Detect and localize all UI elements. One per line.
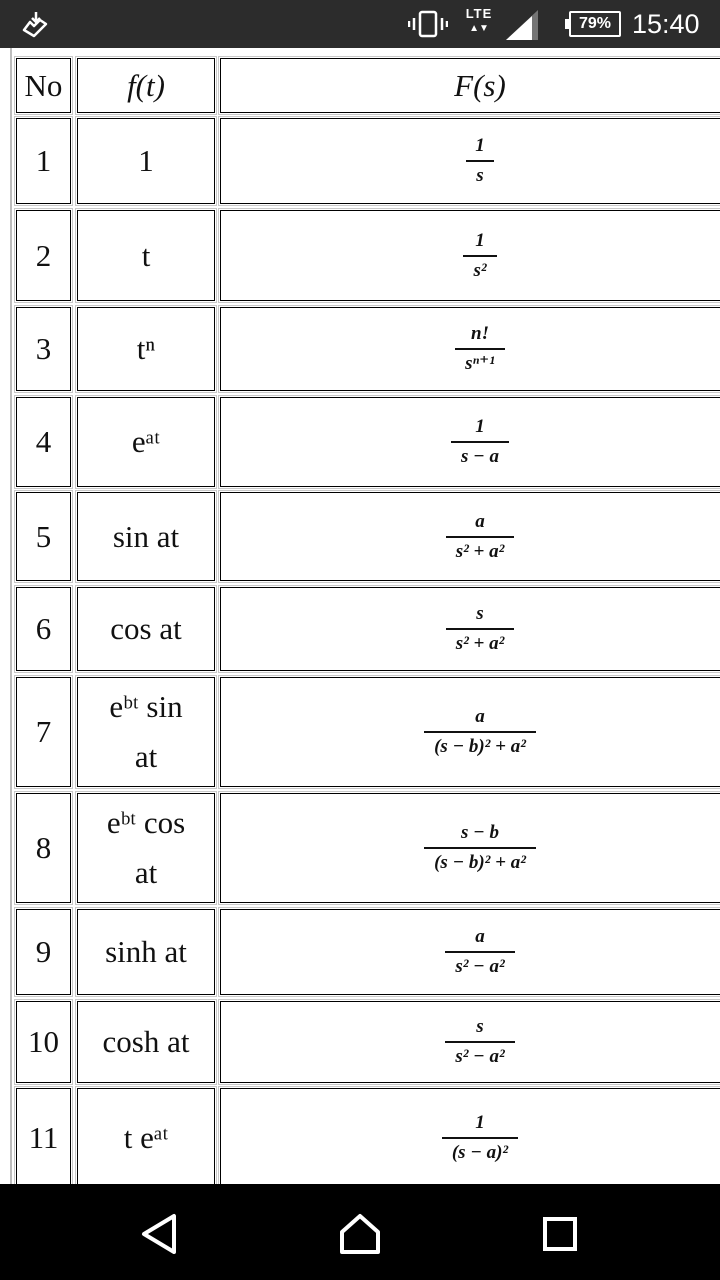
row-number: 8 <box>16 793 71 903</box>
fraction-bar <box>466 160 493 162</box>
fraction-denominator: s² + a² <box>455 540 505 562</box>
fraction <box>445 925 514 979</box>
fraction <box>451 415 509 469</box>
row-number: 1 <box>16 118 71 204</box>
time-function: cosh at <box>102 1024 190 1059</box>
time-function-cell <box>77 793 215 903</box>
time-function-cell <box>77 307 215 391</box>
laplace-transform-cell <box>220 677 720 787</box>
time-function: eᵇᵗ sin at <box>109 689 183 774</box>
fraction-numerator: s <box>476 1016 484 1037</box>
fraction-numerator: a <box>475 706 485 727</box>
header-no: No <box>16 58 71 113</box>
fraction <box>424 821 536 875</box>
laplace-table-view[interactable] <box>0 48 720 1184</box>
battery-indicator <box>565 11 621 37</box>
fraction-denominator: (s − b)² + a² <box>434 852 526 873</box>
fraction-numerator: a <box>475 510 485 532</box>
fraction-bar <box>451 441 509 443</box>
clock: 15:40 <box>632 9 700 39</box>
fraction-bar <box>424 731 536 733</box>
row-number: 6 <box>16 587 71 671</box>
row-number: 4 <box>16 397 71 487</box>
time-function-cell <box>77 587 215 671</box>
data-activity-icon: ▲▼ <box>469 23 489 34</box>
fraction-bar <box>455 348 505 350</box>
page-edge-line <box>10 48 12 1184</box>
fraction-denominator: sⁿ⁺¹ <box>465 353 495 374</box>
fraction-denominator: s − a <box>461 446 499 467</box>
laplace-transform-cell <box>220 587 720 671</box>
fraction-denominator: s² + a² <box>455 633 505 654</box>
fraction-bar <box>445 1041 514 1043</box>
fraction-numerator: s <box>476 603 484 624</box>
laplace-transform-cell <box>220 492 720 581</box>
fraction <box>445 1015 514 1069</box>
row-number: 7 <box>16 677 71 787</box>
fraction-numerator: 1 <box>475 416 485 437</box>
time-function-cell <box>77 909 215 995</box>
time-function: eᵇᵗ cos at <box>106 805 186 890</box>
row-number: 10 <box>16 1001 71 1083</box>
laplace-transform-cell <box>220 909 720 995</box>
fraction-bar <box>446 628 515 630</box>
fraction-denominator: (s − b)² + a² <box>434 736 526 757</box>
fraction-bar <box>445 951 514 953</box>
time-function-cell <box>77 1088 215 1184</box>
battery-percent: 79% <box>578 15 612 32</box>
time-function-cell <box>77 492 215 581</box>
laplace-transform-cell <box>220 210 720 301</box>
fraction-numerator: a <box>475 926 485 947</box>
back-icon[interactable] <box>138 1212 182 1256</box>
time-function: cos at <box>110 611 182 646</box>
time-function-cell <box>77 397 215 487</box>
fraction <box>446 602 515 656</box>
row-number: 5 <box>16 492 71 581</box>
row-number: 2 <box>16 210 71 301</box>
row-number: 11 <box>16 1088 71 1184</box>
status-bar <box>0 0 720 48</box>
header-ft: f(t) <box>77 58 215 113</box>
time-function-cell <box>77 677 215 787</box>
fraction-numerator: 1 <box>475 1112 485 1133</box>
laplace-transform-cell <box>220 307 720 391</box>
header-fs: F(s) <box>220 58 720 113</box>
time-function: tⁿ <box>136 331 156 366</box>
download-done-icon <box>20 10 50 38</box>
row-number: 3 <box>16 307 71 391</box>
laplace-transform-cell <box>220 397 720 487</box>
fraction <box>442 1111 518 1165</box>
vibrate-icon <box>408 10 448 38</box>
laplace-transform-cell <box>220 1088 720 1184</box>
time-function: sinh at <box>105 934 187 969</box>
time-function: eᵃᵗ <box>131 424 161 459</box>
network-label: LTE <box>465 6 493 21</box>
fraction-denominator: s² − a² <box>455 1046 505 1067</box>
laplace-transform-cell <box>220 118 720 204</box>
time-function: t <box>141 237 151 273</box>
fraction <box>466 134 493 188</box>
recent-apps-icon[interactable] <box>538 1212 582 1256</box>
fraction-numerator: 1 <box>475 229 485 251</box>
home-icon[interactable] <box>338 1212 382 1256</box>
fraction <box>463 229 496 283</box>
network-type <box>462 6 496 42</box>
navigation-bar <box>0 1184 720 1280</box>
time-function-cell <box>77 1001 215 1083</box>
fraction-bar <box>442 1137 518 1139</box>
fraction-bar <box>446 536 515 538</box>
fraction-denominator: s² − a² <box>455 956 505 977</box>
signal-icon <box>504 10 538 40</box>
time-function: 1 <box>138 143 154 178</box>
laplace-transform-cell <box>220 793 720 903</box>
laplace-transform-cell <box>220 1001 720 1083</box>
fraction-bar <box>463 255 496 257</box>
fraction-denominator: s² <box>473 259 487 281</box>
fraction-numerator: n! <box>471 323 489 344</box>
fraction-numerator: s − b <box>461 822 499 843</box>
time-function: sin at <box>112 518 180 554</box>
fraction <box>424 705 536 759</box>
fraction-bar <box>424 847 536 849</box>
fraction-numerator: 1 <box>475 135 485 156</box>
fraction-denominator: s <box>476 165 484 186</box>
time-function-cell <box>77 118 215 204</box>
row-number: 9 <box>16 909 71 995</box>
fraction <box>455 322 505 376</box>
fraction <box>446 510 515 564</box>
fraction-denominator: (s − a)² <box>451 1142 509 1163</box>
time-function-cell <box>77 210 215 301</box>
time-function: t eᵃᵗ <box>123 1120 169 1155</box>
